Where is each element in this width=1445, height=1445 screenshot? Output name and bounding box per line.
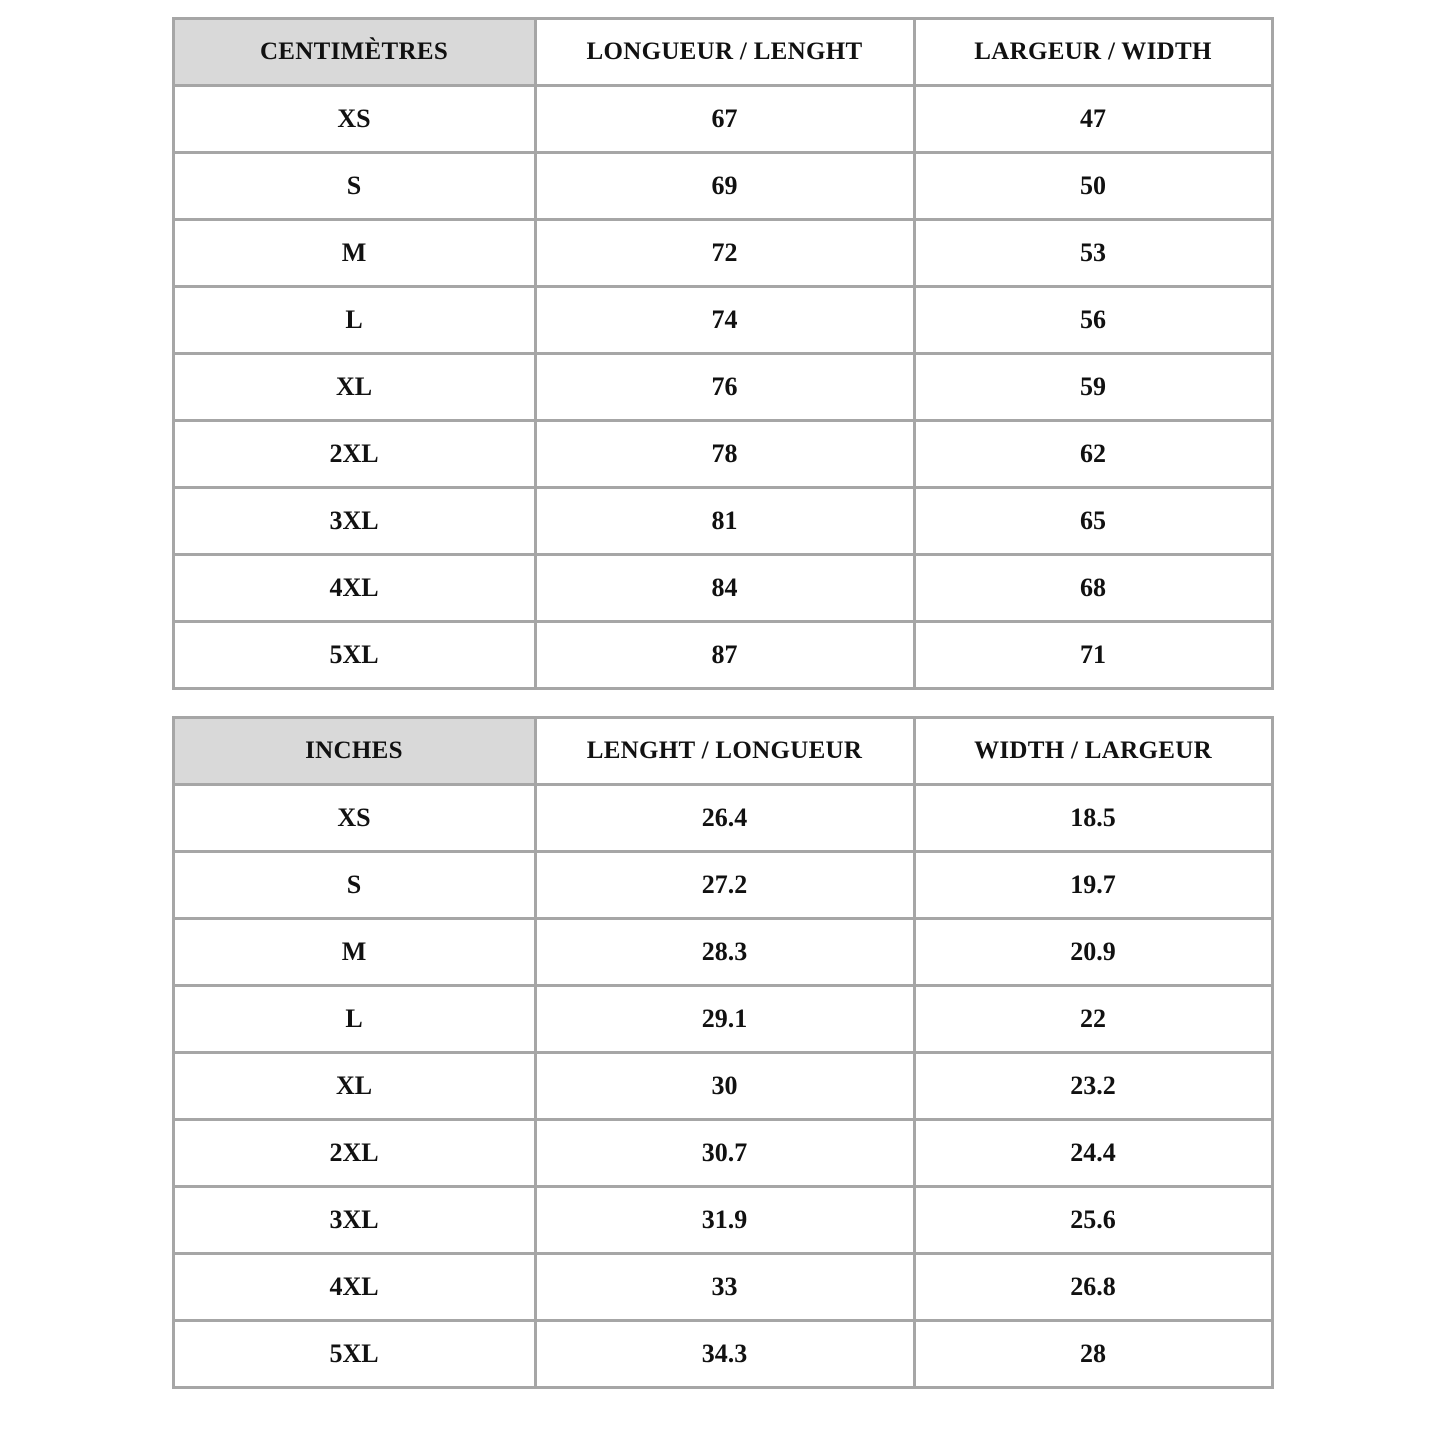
table-row (173, 1321, 1272, 1388)
value-cell: 33 (535, 1254, 914, 1321)
value-cell: 26.4 (535, 785, 914, 852)
value-cell: 24.4 (914, 1120, 1272, 1187)
table-gap (0, 690, 1445, 716)
size-label-cell: S (173, 153, 535, 220)
value-cell: 69 (535, 153, 914, 220)
size-label-cell: M (173, 919, 535, 986)
value-cell: 29.1 (535, 986, 914, 1053)
table-row (173, 1120, 1272, 1187)
table-row (173, 919, 1272, 986)
size-label-cell: S (173, 852, 535, 919)
table-row (173, 555, 1272, 622)
cm-width-header: LARGEUR / WIDTH (914, 19, 1272, 86)
value-cell: 31.9 (535, 1187, 914, 1254)
value-cell: 19.7 (914, 852, 1272, 919)
table-row (173, 354, 1272, 421)
table-row (173, 220, 1272, 287)
cm-unit-header: CENTIMÈTRES (173, 19, 535, 86)
value-cell: 18.5 (914, 785, 1272, 852)
table-row (173, 1254, 1272, 1321)
header-row (173, 19, 1272, 86)
size-label-cell: 4XL (173, 1254, 535, 1321)
value-cell: 20.9 (914, 919, 1272, 986)
value-cell: 27.2 (535, 852, 914, 919)
table-row (173, 1187, 1272, 1254)
value-cell: 50 (914, 153, 1272, 220)
value-cell: 68 (914, 555, 1272, 622)
value-cell: 65 (914, 488, 1272, 555)
inches-unit-header: INCHES (173, 718, 535, 785)
value-cell: 26.8 (914, 1254, 1272, 1321)
value-cell: 30 (535, 1053, 914, 1120)
inches-length-header: LENGHT / LONGUEUR (535, 718, 914, 785)
size-table-inches (172, 716, 1274, 1389)
size-label-cell: 3XL (173, 488, 535, 555)
value-cell: 78 (535, 421, 914, 488)
size-label-cell: XL (173, 354, 535, 421)
value-cell: 67 (535, 86, 914, 153)
table-row (173, 852, 1272, 919)
value-cell: 72 (535, 220, 914, 287)
size-label-cell: 2XL (173, 1120, 535, 1187)
value-cell: 23.2 (914, 1053, 1272, 1120)
size-label-cell: XS (173, 785, 535, 852)
value-cell: 53 (914, 220, 1272, 287)
value-cell: 30.7 (535, 1120, 914, 1187)
table-row (173, 785, 1272, 852)
table-row (173, 86, 1272, 153)
header-row (173, 718, 1272, 785)
value-cell: 59 (914, 354, 1272, 421)
size-label-cell: L (173, 986, 535, 1053)
size-label-cell: 2XL (173, 421, 535, 488)
value-cell: 87 (535, 622, 914, 689)
size-label-cell: XL (173, 1053, 535, 1120)
value-cell: 34.3 (535, 1321, 914, 1388)
size-label-cell: 3XL (173, 1187, 535, 1254)
size-table-centimetres (172, 17, 1274, 690)
value-cell: 76 (535, 354, 914, 421)
value-cell: 81 (535, 488, 914, 555)
size-label-cell: 5XL (173, 622, 535, 689)
table-row (173, 488, 1272, 555)
value-cell: 22 (914, 986, 1272, 1053)
value-cell: 25.6 (914, 1187, 1272, 1254)
inches-width-header: WIDTH / LARGEUR (914, 718, 1272, 785)
value-cell: 28 (914, 1321, 1272, 1388)
value-cell: 71 (914, 622, 1272, 689)
table-row (173, 287, 1272, 354)
size-label-cell: XS (173, 86, 535, 153)
table-row (173, 153, 1272, 220)
value-cell: 56 (914, 287, 1272, 354)
table-row (173, 986, 1272, 1053)
value-cell: 74 (535, 287, 914, 354)
value-cell: 28.3 (535, 919, 914, 986)
value-cell: 47 (914, 86, 1272, 153)
table-row (173, 1053, 1272, 1120)
value-cell: 62 (914, 421, 1272, 488)
cm-length-header: LONGUEUR / LENGHT (535, 19, 914, 86)
table-row (173, 421, 1272, 488)
table-row (173, 622, 1272, 689)
size-label-cell: 5XL (173, 1321, 535, 1388)
value-cell: 84 (535, 555, 914, 622)
size-label-cell: L (173, 287, 535, 354)
size-label-cell: M (173, 220, 535, 287)
size-label-cell: 4XL (173, 555, 535, 622)
